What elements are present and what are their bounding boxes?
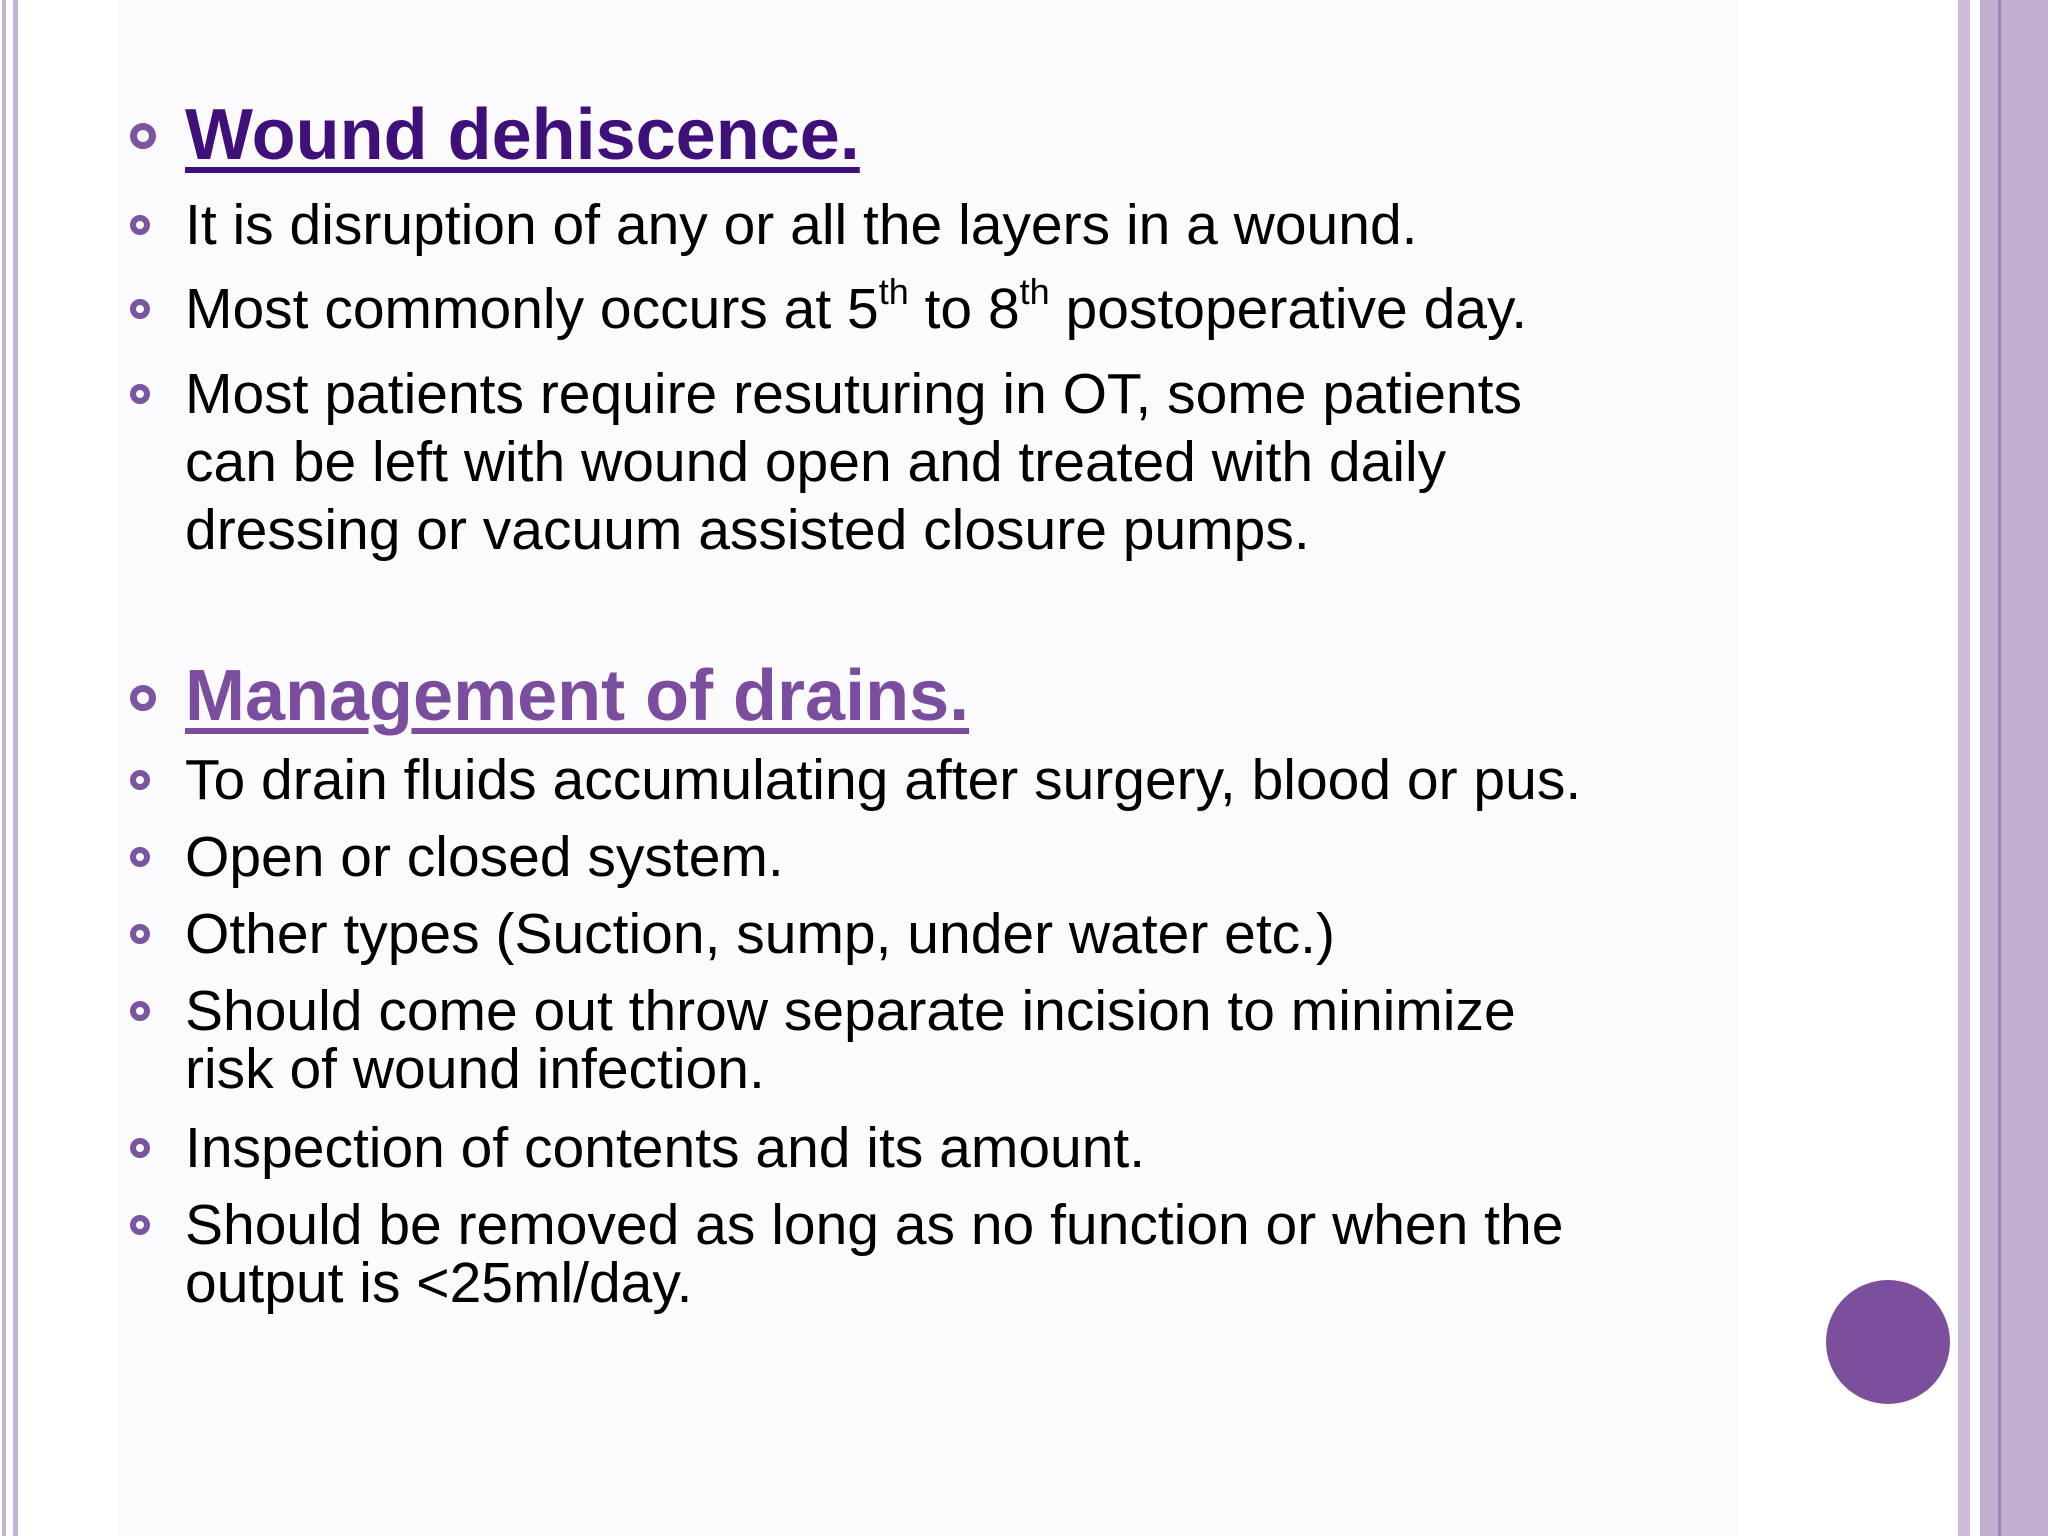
item-text: To drain fluids accumulating after surgery, blood or pus.	[185, 748, 1582, 812]
item-text-line: Should come out throw separate incision to minimize	[185, 979, 1516, 1043]
item-text	[185, 271, 1528, 341]
right-frame-band	[1970, 0, 1980, 1536]
item-text: Inspection of contents and its amount.	[185, 1116, 1146, 1180]
hollow-circle-bullet-icon	[130, 1215, 150, 1235]
item-text-line: output is <25ml/day.	[185, 1251, 693, 1315]
item-text: Other types (Suction, sump, under water etc.)	[185, 902, 1335, 966]
item-text-part: Most commonly occurs at 5	[185, 277, 879, 341]
right-frame-band	[2001, 0, 2048, 1536]
hollow-circle-bullet-icon	[130, 123, 156, 149]
item-text-line: Should be removed as long as no function or when the	[185, 1193, 1564, 1257]
hollow-circle-bullet-icon	[130, 299, 150, 319]
item-text-part: to 8	[908, 277, 1020, 341]
hollow-circle-bullet-icon	[130, 215, 150, 235]
decorative-circle-badge	[1826, 1280, 1950, 1404]
hollow-circle-bullet-icon	[130, 1001, 150, 1021]
right-frame-band	[1980, 0, 1998, 1536]
heading-text: Management of drains.	[185, 656, 970, 736]
hollow-circle-bullet-icon	[130, 770, 150, 790]
hollow-circle-bullet-icon	[130, 924, 150, 944]
left-frame-rule	[2, 0, 6, 1536]
hollow-circle-bullet-icon	[130, 384, 150, 404]
item-text: Open or closed system.	[185, 825, 784, 889]
hollow-circle-bullet-icon	[130, 1138, 150, 1158]
item-text-line: Most patients require resuturing in OT, some patients	[185, 362, 1522, 426]
right-frame-band	[1958, 0, 1970, 1536]
item-text-line: can be left with wound open and treated with daily	[185, 430, 1447, 494]
item-text-line: risk of wound infection.	[185, 1037, 765, 1101]
item-text-line: dressing or vacuum assisted closure pumps.	[185, 498, 1310, 562]
hollow-circle-bullet-icon	[130, 847, 150, 867]
left-frame-rule	[13, 0, 18, 1536]
item-text-part: postoperative day.	[1049, 277, 1528, 341]
superscript: th	[1019, 271, 1050, 312]
hollow-circle-bullet-icon	[130, 685, 156, 711]
superscript: th	[878, 271, 909, 312]
heading-text: Wound dehiscence.	[185, 95, 860, 175]
item-text: It is disruption of any or all the layers in a wound.	[185, 193, 1418, 257]
